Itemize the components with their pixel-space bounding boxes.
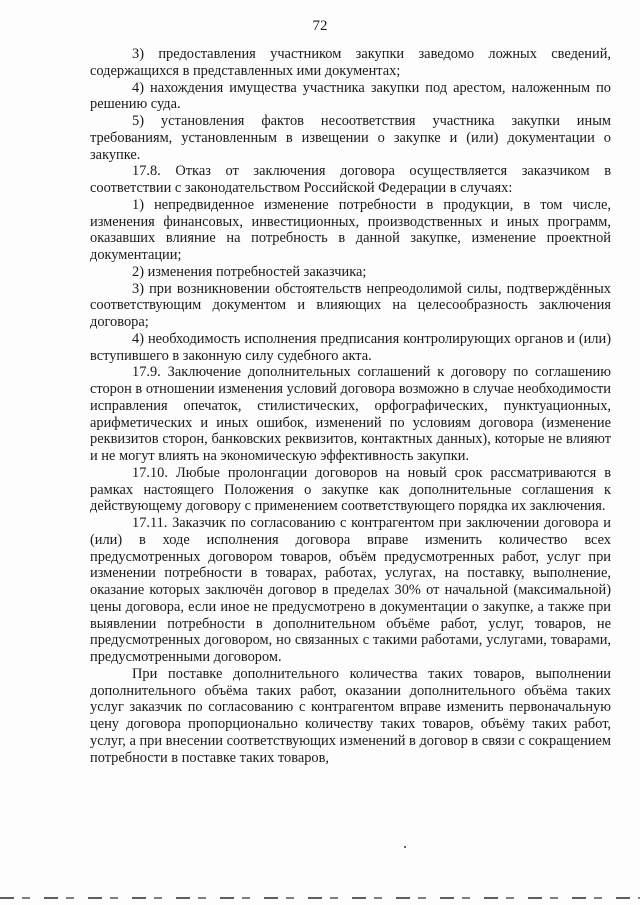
- paragraph-17-7-item-3: 3) предоставления участником закупки заведомо ложных сведений, содержащихся в представленных ими документах;: [90, 46, 611, 79]
- paragraph-17-8-item-4: 4) необходимость исполнения предписания контролирующих органов и (или) вступившего в законную силу судебного акта.: [90, 330, 611, 364]
- paragraph-17-11: 17.11. Заказчик по согласованию с контрагентом при заключении договора и (или) в ходе исполнения договора вправе изменить количество всех предусмотренных договором товаров, объём предусмотренных работ, услуг при изменении потребности в товарах, работах, услугах, на поставку, выполнение, оказание которых заключён договор в пределах 30% от начальной (максимальной) цены договора, если иное не предусмотрено в документации о закупке, а также при выявлении потребности в дополнительном объёме работ, услуг, товаров, не предусмотренных договором, но связанных с такими работами, услугами, товарами, предусмотренными договором.: [90, 515, 611, 665]
- document-body: [90, 46, 611, 766]
- page-number: 72: [312, 18, 328, 34]
- paragraph-17-7-item-5: 5) установления фактов несоответствия участника закупки иным требованиям, установленным в извещении о закупке и (или) документации о закупке.: [90, 113, 611, 163]
- scan-speck: [404, 846, 406, 848]
- paragraph-17-7-item-4: 4) нахождения имущества участника закупки под арестом, наложенным по решению суда.: [90, 79, 611, 113]
- paragraph-17-8-item-2: 2) изменения потребностей заказчика;: [132, 263, 367, 280]
- paragraph-17-8-item-1: 1) непредвиденное изменение потребности в продукции, в том числе, изменения финансовых, инвестиционных, производственных и иных программ, оказавших влияние на потребность в данной закупке, изменение проектной документации;: [90, 196, 611, 263]
- paragraph-17-10: 17.10. Любые пролонгации договоров на новый срок рассматриваются в рамках настоящего Положения о закупке как дополнительные соглашения к действующему договору с применением соответствующего порядка их заключения.: [90, 464, 611, 515]
- paragraph-17-9: 17.9. Заключение дополнительных соглашений к договору по соглашению сторон в отношении изменения условий договора возможно в случае необходимости исправления опечаток, стилистических, орфографических, пунктуационных, арифметических и иных ошибок, изменений по условиям договора (изменение реквизитов сторон, банковских реквизитов, контактных данных), которые не влияют и не могут влиять на экономическую эффективность закупки.: [90, 364, 611, 464]
- scan-edge-artifact: [0, 897, 640, 899]
- paragraph-17-8: 17.8. Отказ от заключения договора осуществляется заказчиком в соответствии с законодательством Российской Федерации в случаях:: [90, 163, 611, 196]
- paragraph-17-8-item-3: 3) при возникновении обстоятельств непреодолимой силы, подтверждённых соответствующим документом и влияющих на целесообразность заключения договора;: [90, 280, 611, 330]
- paragraph-additional-supply: При поставке дополнительного количества таких товаров, выполнении дополнительного объёма таких работ, оказании дополнительного объёма таких услуг заказчик по согласованию с контрагентом вправе изменить первоначальную цену договора пропорционально количеству таких товаров, объёму таких работ, услуг, а при внесении соответствующих изменений в договор в связи с сокращением потребности в поставке таких товаров,: [90, 665, 611, 766]
